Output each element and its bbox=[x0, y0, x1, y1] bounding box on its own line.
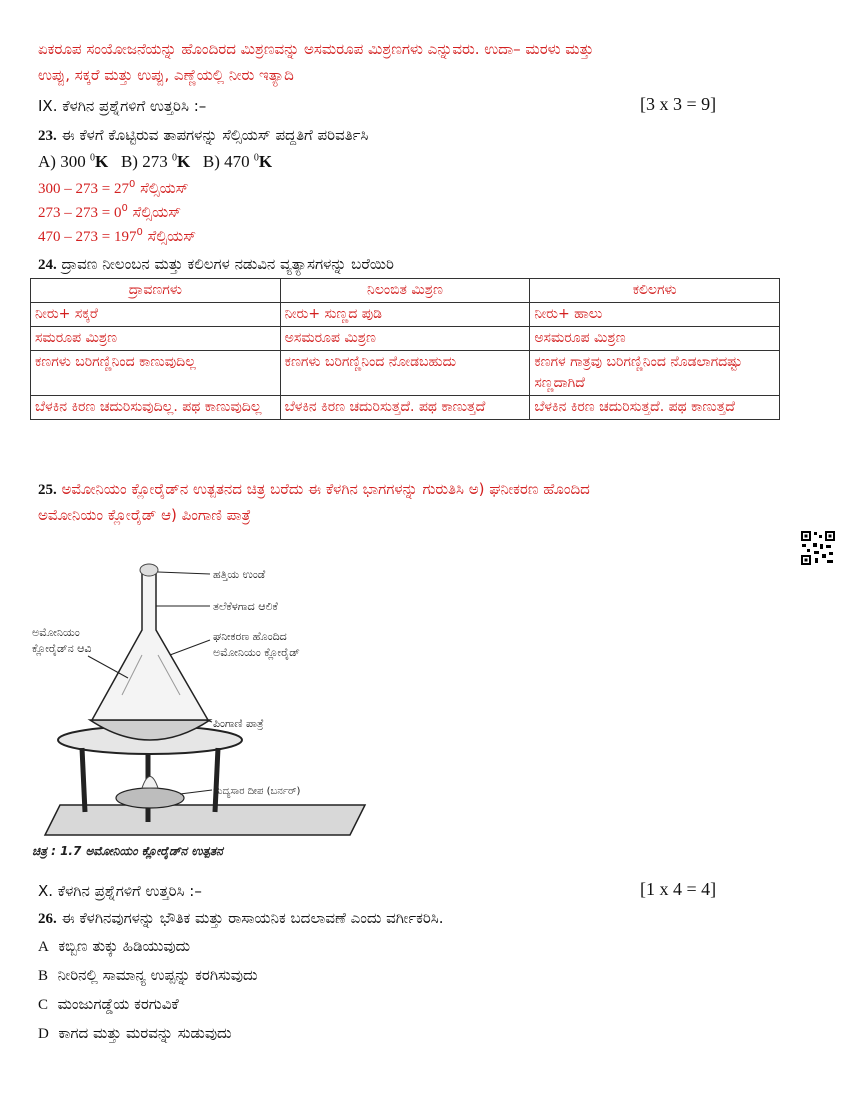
section-9-title bbox=[38, 95, 206, 117]
q26-item-letter: D bbox=[38, 1026, 49, 1042]
tripod-leg bbox=[215, 748, 218, 812]
q23-answer-1-expr: 300 – 273 = 27 bbox=[38, 181, 129, 197]
table-header-row bbox=[31, 279, 780, 303]
table-row bbox=[31, 327, 780, 351]
table-row bbox=[31, 303, 780, 327]
section-10-title bbox=[38, 880, 202, 902]
label-funnel: ತಲೆಕೆಳಗಾದ ಆಲಿಕೆ bbox=[213, 600, 278, 613]
intro-line-1: ಏಕರೂಪ ಸಂಯೋಜನೆಯನ್ನು ಹೊಂದಿರದ ಮಿಶ್ರಣವನ್ನು ಅಸಮರೂಪ ಮಿಶ್ರಣಗಳು ಎನ್ನುವರು. ಉದಾ– ಮರಳು ಮತ್ತು bbox=[38, 40, 594, 58]
q23-answer-1-unit: ಸೆಲ್ಸಿಯಸ್ bbox=[140, 179, 189, 197]
table-cell: ಅಸಮರೂಪ ಮಿಶ್ರಣ bbox=[530, 327, 780, 351]
table-cell: ಬೆಳಕಿನ ಕಿರಣ ಚದುರಿಸುವುದಿಲ್ಲ. ಪಥ ಕಾಣುವುದಿಲ್ಲ bbox=[31, 396, 281, 420]
q26-item-text: ನೀರಿನಲ್ಲಿ ಸಾಮಾನ್ಯ ಉಪ್ಪನ್ನು ಕರಗಿಸುವುದು bbox=[57, 966, 258, 984]
q23-option-c-unit: K bbox=[258, 152, 273, 171]
q23-option-c-degree: 0 bbox=[253, 152, 259, 164]
table-cell: ಅಸಮರೂಪ ಮಿಶ್ರಣ bbox=[280, 327, 530, 351]
label-burner: ಮದ್ಯಸಾರ ದೀಪ (ಬರ್ನರ್) bbox=[213, 786, 301, 797]
comparison-table bbox=[30, 278, 780, 420]
q23-option-b: B) 273 bbox=[120, 152, 168, 171]
table-cell: ನೀರು+ ಸುಣ್ಣದ ಪುಡಿ bbox=[280, 303, 530, 327]
q23-answer-2 bbox=[38, 201, 181, 224]
table-header-cell: ನಿಲಂಬಿತ ಮಿಶ್ರಣ bbox=[280, 279, 530, 303]
q23-option-c: B) 470 bbox=[202, 152, 250, 171]
q23-answer-2-degree: 0 bbox=[121, 203, 128, 214]
table-header-cell: ಕಲಿಲಗಳು bbox=[530, 279, 780, 303]
q26-item-text: ಕಾಗದ ಮತ್ತು ಮರವನ್ನು ಸುಡುವುದು bbox=[58, 1024, 232, 1042]
q26-item-text: ಕಬ್ಬಿಣ ತುಕ್ಕು ಹಿಡಿಯುವುದು bbox=[58, 937, 191, 955]
q24-text: ದ್ರಾವಣ ನೀಲಂಬನ ಮತ್ತು ಕಲಿಲಗಳ ನಡುವಿನ ವ್ಯತ್ಯಾಸಗಳನ್ನು ಬರೆಯಿರಿ bbox=[61, 255, 394, 273]
q23-options bbox=[38, 151, 272, 173]
q23-answer-3-expr: 470 – 273 = 197 bbox=[38, 229, 137, 245]
label-solid-1: ಘನೀಕರಣ ಹೊಂದಿದ bbox=[213, 630, 287, 643]
cotton-plug bbox=[140, 564, 158, 576]
stand-base bbox=[45, 805, 365, 835]
diagram-caption: ಚಿತ್ರ : 1.7 ಅಮೋನಿಯಂ ಕ್ಲೋರೈಡ್‌ನ ಉತ್ಪತನ bbox=[32, 844, 223, 858]
label-cotton: ಹತ್ತಿಯ ಉಂಡೆ bbox=[213, 568, 266, 581]
list-item bbox=[38, 935, 190, 958]
table-cell: ಕಣಗಳು ಬರಿಗಣ್ಣಿನಿಂದ ನೋಡಬಹುದು bbox=[280, 351, 530, 396]
table-cell: ಕಣಗಳ ಗಾತ್ರವು ಬರಿಗಣ್ಣಿನಿಂದ ನೊಡಲಾಗದಷ್ಟು ಸಣ್ಣದಾಗಿದೆ bbox=[530, 351, 780, 396]
table-cell: ನೀರು+ ಸಕ್ಕರೆ bbox=[31, 303, 281, 327]
q26-question bbox=[38, 907, 444, 930]
intro-line-2: ಉಪ್ಪು, ಸಕ್ಕರೆ ಮತ್ತು ಉಪ್ಪು, ಎಣ್ಣೆಯಲ್ಲಿ ನೀರು ಇತ್ಯಾದಿ bbox=[38, 66, 294, 84]
table-cell: ಬೆಳಕಿನ ಕಿರಣ ಚದುರಿಸುತ್ತದೆ. ಪಥ ಕಾಣುತ್ತದೆ bbox=[530, 396, 780, 420]
label-dish: ಪಿಂಗಾಣಿ ಪಾತ್ರೆ bbox=[213, 717, 264, 730]
q23-answer-1-degree: 0 bbox=[128, 179, 136, 190]
leader-line bbox=[180, 790, 212, 794]
q23-option-a: A) 300 bbox=[38, 152, 86, 171]
q23-answer-2-unit: ಸೆಲ್ಸಿಯಸ್ bbox=[132, 203, 182, 221]
table-row bbox=[31, 351, 780, 396]
q23-answer-1 bbox=[38, 177, 189, 200]
section-9-title-text: IX. ಕೆಳಗಿನ ಪ್ರಶ್ನೆಗಳಿಗೆ ಉತ್ತರಿಸಿ :– bbox=[38, 97, 207, 115]
q25-text-1: ಅಮೋನಿಯಂ ಕ್ಲೋರೈಡ್‌ನ ಉತ್ಪತನದ ಚಿತ್ರ ಬರೆದು ಈ ಕೆಳಗಿನ ಭಾಗಗಳನ್ನು ಗುರುತಿಸಿ ಅ) ಘನೀಕರಣ ಹೊಂದಿದ bbox=[61, 480, 590, 498]
q26-item-letter: B bbox=[38, 968, 49, 984]
table-row bbox=[31, 396, 780, 420]
leader-line bbox=[158, 572, 210, 574]
q23-answer-3-unit: ಸೆಲ್ಸಿಯಸ್ bbox=[147, 227, 197, 245]
table-cell: ಕಣಗಳು ಬರಿಗಣ್ಣಿನಿಂದ ಕಾಣುವುದಿಲ್ಲ bbox=[31, 351, 281, 396]
table-cell: ನೀರು+ ಹಾಲು bbox=[530, 303, 780, 327]
label-vapour-1: ಅಮೋನಿಯಂ bbox=[32, 626, 80, 639]
list-item bbox=[38, 1022, 232, 1045]
q26-number: 26. bbox=[38, 911, 57, 927]
q26-text: ಈ ಕೆಳಗಿನವುಗಳನ್ನು ಭೌತಿಕ ಮತ್ತು ರಾಸಾಯನಿಕ ಬದಲಾವಣೆ ಎಂದು ವರ್ಗೀಕರಿಸಿ. bbox=[61, 909, 444, 927]
q24-number: 24. bbox=[38, 257, 57, 273]
section-10-marks: [1 x 4 = 4] bbox=[640, 879, 717, 899]
q25-question-line-2: ಅಮೋನಿಯಂ ಕ್ಲೋರೈಡ್ ಆ) ಪಿಂಗಾಣಿ ಪಾತ್ರೆ bbox=[38, 506, 251, 524]
q24-question bbox=[38, 253, 394, 276]
q23-text: ಈ ಕೆಳಗೆ ಕೊಟ್ಟಿರುವ ತಾಪಗಳನ್ನು ಸೆಲ್ಸಿಯಸ್ ಪದ್ದತಿಗೆ ಪರಿವರ್ತಿಸಿ bbox=[61, 126, 369, 144]
q23-answer-3 bbox=[38, 225, 196, 248]
q26-item-letter: C bbox=[38, 997, 49, 1013]
table-cell: ಬೆಳಕಿನ ಕಿರಣ ಚದುರಿಸುತ್ತದೆ. ಪಥ ಕಾಣುತ್ತದೆ bbox=[280, 396, 530, 420]
q23-question bbox=[38, 124, 368, 147]
flame-icon bbox=[142, 777, 158, 789]
q23-option-a-unit: K bbox=[94, 152, 109, 171]
qr-code-icon bbox=[800, 530, 836, 566]
q23-option-a-degree: 0 bbox=[89, 152, 95, 164]
q26-item-text: ಮಂಜುಗಡ್ಡೆಯ ಕರಗುವಿಕೆ bbox=[57, 995, 179, 1013]
list-item bbox=[38, 993, 179, 1016]
q26-item-letter: A bbox=[38, 939, 49, 955]
q23-option-b-unit: K bbox=[176, 152, 191, 171]
label-solid-2: ಅಮೋನಿಯಂ ಕ್ಲೋರೈಡ್ bbox=[213, 646, 300, 659]
q23-option-b-degree: 0 bbox=[171, 152, 177, 164]
list-item bbox=[38, 964, 257, 987]
tripod-leg bbox=[82, 748, 85, 812]
q25-question-line-1 bbox=[38, 478, 590, 501]
inverted-funnel bbox=[92, 570, 208, 720]
q23-number: 23. bbox=[38, 128, 57, 144]
table-header-cell: ದ್ರಾವಣಗಳು bbox=[31, 279, 281, 303]
sublimation-diagram bbox=[30, 560, 410, 860]
leader-line bbox=[170, 640, 210, 655]
label-vapour-2: ಕ್ಲೋರೈಡ್‌ನ ಆವಿ bbox=[32, 642, 92, 655]
section-9-marks: [3 x 3 = 9] bbox=[640, 94, 717, 114]
table-cell: ಸಮರೂಪ ಮಿಶ್ರಣ bbox=[31, 327, 281, 351]
section-10-title-text: X. ಕೆಳಗಿನ ಪ್ರಶ್ನೆಗಳಿಗೆ ಉತ್ತರಿಸಿ :– bbox=[38, 882, 202, 900]
burner bbox=[116, 788, 184, 808]
q23-answer-2-expr: 273 – 273 = 0 bbox=[38, 205, 122, 221]
q23-answer-3-degree: 0 bbox=[136, 227, 143, 238]
q25-number: 25. bbox=[38, 482, 57, 498]
